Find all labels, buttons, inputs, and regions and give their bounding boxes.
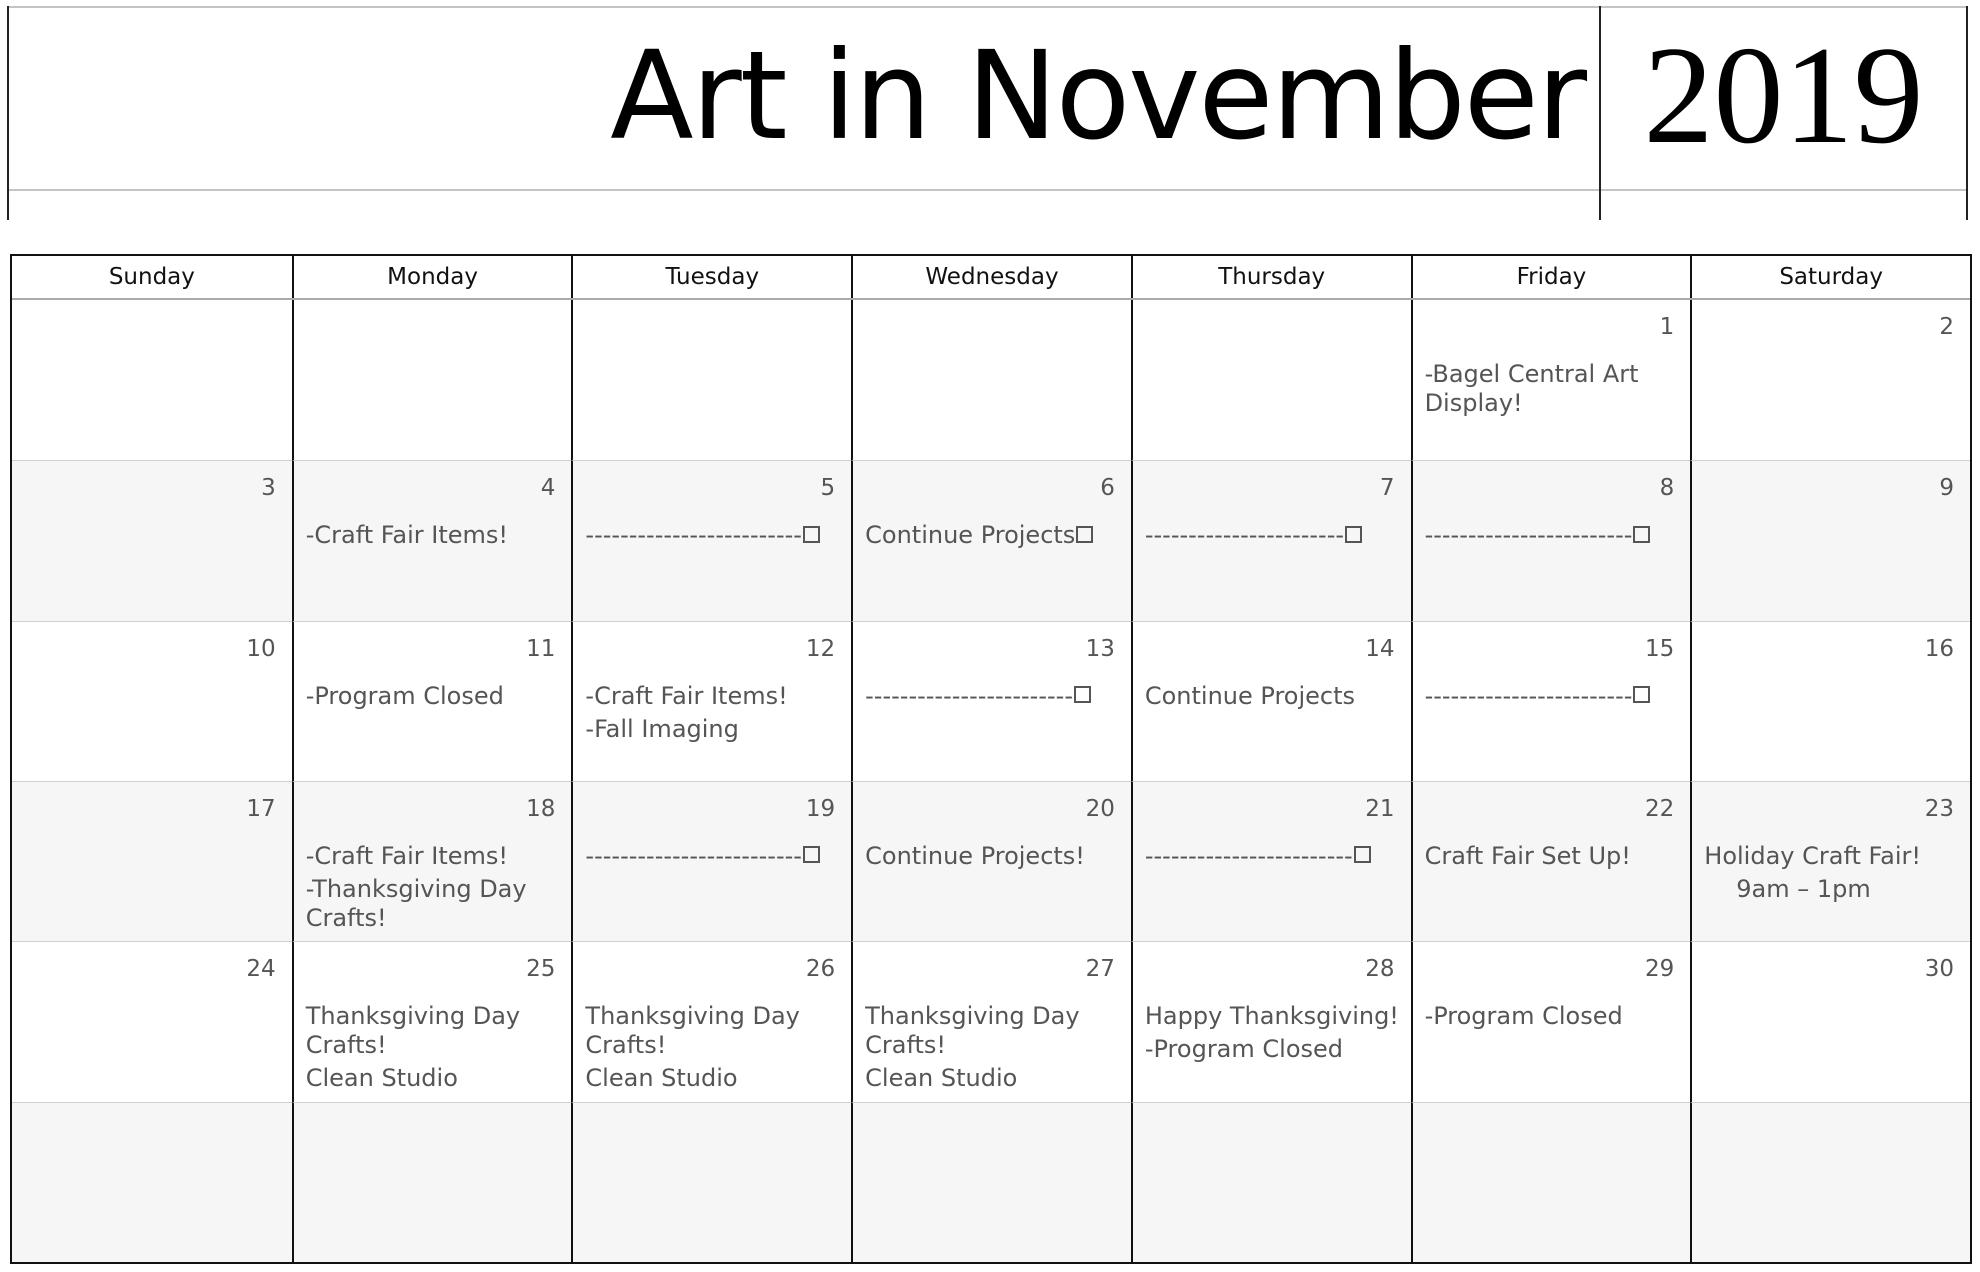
event-text: Clean Studio [305, 1064, 458, 1093]
event-item [1425, 842, 1681, 871]
day-number: 11 [526, 635, 556, 662]
calendar-grid [10, 254, 1972, 1264]
event-item [585, 1002, 841, 1060]
event-list [585, 1002, 841, 1097]
empty-day-cell [851, 300, 1131, 460]
event-item [306, 682, 562, 711]
empty-day-cell [571, 300, 851, 460]
checkbox-icon [1345, 526, 1362, 543]
day-number: 26 [805, 956, 836, 983]
event-item [1425, 682, 1681, 711]
day-cell-21 [1131, 781, 1411, 941]
event-item [1704, 875, 1960, 904]
day-number: 9 [1939, 475, 1954, 502]
event-list [585, 842, 841, 875]
event-text: ------------------------- [585, 841, 802, 870]
event-list [1704, 842, 1960, 908]
event-text: ------------------------ [1424, 681, 1633, 710]
day-cell-8 [1411, 460, 1691, 620]
checkbox-icon [1076, 526, 1093, 543]
day-cell-1 [1411, 300, 1691, 460]
event-item [1425, 1002, 1681, 1031]
event-text: -Bagel Central Art Display! [1424, 360, 1639, 417]
event-list [306, 682, 562, 715]
event-text: Craft Fair Set Up! [1424, 841, 1631, 870]
event-text: Continue Projects [1144, 681, 1356, 710]
event-item [1145, 1035, 1401, 1064]
day-cell-25 [292, 941, 572, 1101]
day-cell-3 [12, 460, 292, 620]
event-item [1704, 842, 1960, 871]
event-list [1145, 1002, 1401, 1068]
day-number: 19 [805, 795, 836, 822]
event-text: ------------------------ [1144, 841, 1353, 870]
event-item [1425, 360, 1681, 418]
checkbox-icon [803, 526, 820, 543]
event-item [865, 521, 1121, 550]
day-number: 16 [1924, 635, 1954, 662]
day-cell-10 [12, 621, 292, 781]
day-number: 27 [1085, 956, 1115, 983]
event-item [1145, 521, 1401, 550]
event-list [585, 682, 841, 748]
event-list [865, 682, 1121, 715]
day-number: 12 [805, 635, 836, 662]
calendar-title: Art in November [610, 25, 1585, 167]
empty-day-cell [1690, 1102, 1970, 1262]
empty-day-cell [851, 1102, 1131, 1262]
event-item [865, 842, 1121, 871]
day-number: 3 [261, 475, 276, 502]
day-cell-15 [1411, 621, 1691, 781]
event-list [306, 521, 562, 554]
event-item [1145, 1002, 1401, 1031]
weekday-saturday: Saturday [1690, 256, 1970, 298]
day-number: 30 [1924, 956, 1954, 983]
empty-day-cell [292, 300, 572, 460]
checkbox-icon [803, 846, 820, 863]
event-item [1145, 682, 1401, 711]
event-item [585, 842, 841, 871]
day-number: 14 [1365, 635, 1395, 662]
event-text: Continue Projects! [865, 841, 1085, 870]
day-cell-13 [851, 621, 1131, 781]
header-bottom-rule [8, 189, 1968, 191]
day-cell-11 [292, 621, 572, 781]
day-cell-6 [851, 460, 1131, 620]
event-text: -Fall Imaging [585, 714, 739, 743]
day-number: 20 [1085, 795, 1115, 822]
day-cell-27 [851, 941, 1131, 1101]
event-item [585, 715, 841, 744]
header-right-border [1966, 6, 1968, 220]
day-number: 8 [1659, 475, 1675, 502]
day-cell-19 [571, 781, 851, 941]
weekday-friday: Friday [1411, 256, 1691, 298]
event-item [585, 521, 841, 550]
event-text: -Program Closed [1424, 1002, 1623, 1031]
event-text: Happy Thanksgiving! [1144, 1002, 1399, 1031]
event-list [1145, 842, 1401, 875]
day-number: 13 [1085, 635, 1115, 662]
day-number: 7 [1379, 475, 1395, 502]
day-number: 4 [540, 475, 556, 502]
event-list [865, 842, 1121, 875]
event-text: -Craft Fair Items! [585, 681, 788, 710]
event-text: Holiday Craft Fair! [1704, 841, 1921, 870]
day-number: 22 [1645, 795, 1675, 822]
empty-day-cell [571, 1102, 851, 1262]
day-number: 21 [1365, 795, 1395, 822]
event-item [1145, 842, 1401, 871]
event-text: Continue Projects [865, 521, 1076, 550]
event-text: Thanksgiving Day Crafts! [865, 1002, 1080, 1060]
empty-day-cell [12, 1102, 292, 1262]
day-number: 15 [1645, 635, 1675, 662]
event-list [1425, 521, 1681, 554]
weekday-sunday: Sunday [108, 264, 195, 290]
event-item [1425, 521, 1681, 550]
event-list [1425, 360, 1681, 422]
event-list [1425, 1002, 1681, 1035]
day-cell-7 [1131, 460, 1411, 620]
header-left-border [7, 6, 9, 220]
day-cell-29 [1411, 941, 1691, 1101]
checkbox-icon [1633, 526, 1650, 543]
day-number: 24 [246, 956, 276, 983]
event-item [865, 1002, 1121, 1060]
day-number: 1 [1659, 314, 1675, 340]
event-text: Clean Studio [585, 1064, 738, 1093]
day-cell-12 [571, 621, 851, 781]
event-list [306, 1002, 562, 1097]
day-number: 2 [1939, 314, 1954, 340]
day-cell-20 [851, 781, 1131, 941]
weekday-header-row [12, 256, 1970, 300]
event-text: -Thanksgiving Day Crafts! [305, 874, 527, 932]
event-list [1425, 842, 1681, 875]
event-item [865, 682, 1121, 711]
day-number: 5 [820, 475, 836, 502]
day-cell-14 [1131, 621, 1411, 781]
weekday-wednesday: Wednesday [851, 256, 1131, 298]
event-item [585, 1064, 841, 1093]
event-item [306, 875, 562, 933]
day-cell-4 [292, 460, 572, 620]
event-item [306, 1002, 562, 1060]
day-number: 18 [526, 795, 556, 822]
empty-day-cell [1131, 1102, 1411, 1262]
event-list [585, 521, 841, 554]
checkbox-icon [1074, 686, 1091, 703]
day-number: 17 [246, 795, 276, 822]
day-number: 28 [1365, 956, 1395, 983]
day-cell-16 [1690, 621, 1970, 781]
day-number: 10 [246, 635, 276, 662]
event-item [306, 842, 562, 871]
day-number: 6 [1100, 475, 1115, 502]
calendar-weeks [12, 300, 1970, 1262]
event-item [585, 682, 841, 711]
day-cell-28 [1131, 941, 1411, 1101]
event-list [865, 521, 1121, 554]
checkbox-icon [1354, 846, 1371, 863]
event-text: ----------------------- [1144, 521, 1345, 550]
calendar-year: 2019 [1643, 18, 1924, 173]
event-text: -Craft Fair Items! [305, 841, 508, 870]
event-item [865, 1064, 1121, 1093]
weekday-monday: Monday [292, 256, 572, 298]
event-text: Thanksgiving Day Crafts! [585, 1002, 800, 1060]
day-number: 29 [1645, 956, 1675, 983]
day-cell-24 [12, 941, 292, 1101]
event-item [306, 521, 562, 550]
day-number: 23 [1924, 795, 1954, 822]
day-cell-17 [12, 781, 292, 941]
empty-day-cell [1411, 1102, 1691, 1262]
day-cell-23 [1690, 781, 1970, 941]
event-text: -Program Closed [305, 681, 504, 710]
event-list [1145, 682, 1401, 715]
weekday-thursday: Thursday [1131, 256, 1411, 298]
event-text: ------------------------- [585, 521, 802, 550]
weekday-tuesday: Tuesday [571, 256, 851, 298]
event-text: 9am – 1pm [1736, 874, 1871, 903]
day-cell-5 [571, 460, 851, 620]
day-cell-18 [292, 781, 572, 941]
day-number: 25 [526, 956, 556, 983]
day-cell-9 [1690, 460, 1970, 620]
day-cell-22 [1411, 781, 1691, 941]
event-text: Thanksgiving Day Crafts! [305, 1002, 521, 1060]
event-text: -Craft Fair Items! [305, 521, 508, 550]
event-list [865, 1002, 1121, 1097]
empty-day-cell [12, 300, 292, 460]
event-text: ------------------------ [865, 681, 1073, 710]
day-cell-30 [1690, 941, 1970, 1101]
empty-day-cell [1131, 300, 1411, 460]
day-cell-26 [571, 941, 851, 1101]
empty-day-cell [292, 1102, 572, 1262]
event-text: Clean Studio [865, 1064, 1018, 1093]
event-item [306, 1064, 562, 1093]
event-text: ------------------------ [1424, 521, 1633, 550]
event-text: -Program Closed [1144, 1035, 1344, 1064]
checkbox-icon [1633, 686, 1650, 703]
event-list [1425, 682, 1681, 715]
event-list [306, 842, 562, 937]
day-cell-2 [1690, 300, 1970, 460]
event-list [1145, 521, 1401, 554]
